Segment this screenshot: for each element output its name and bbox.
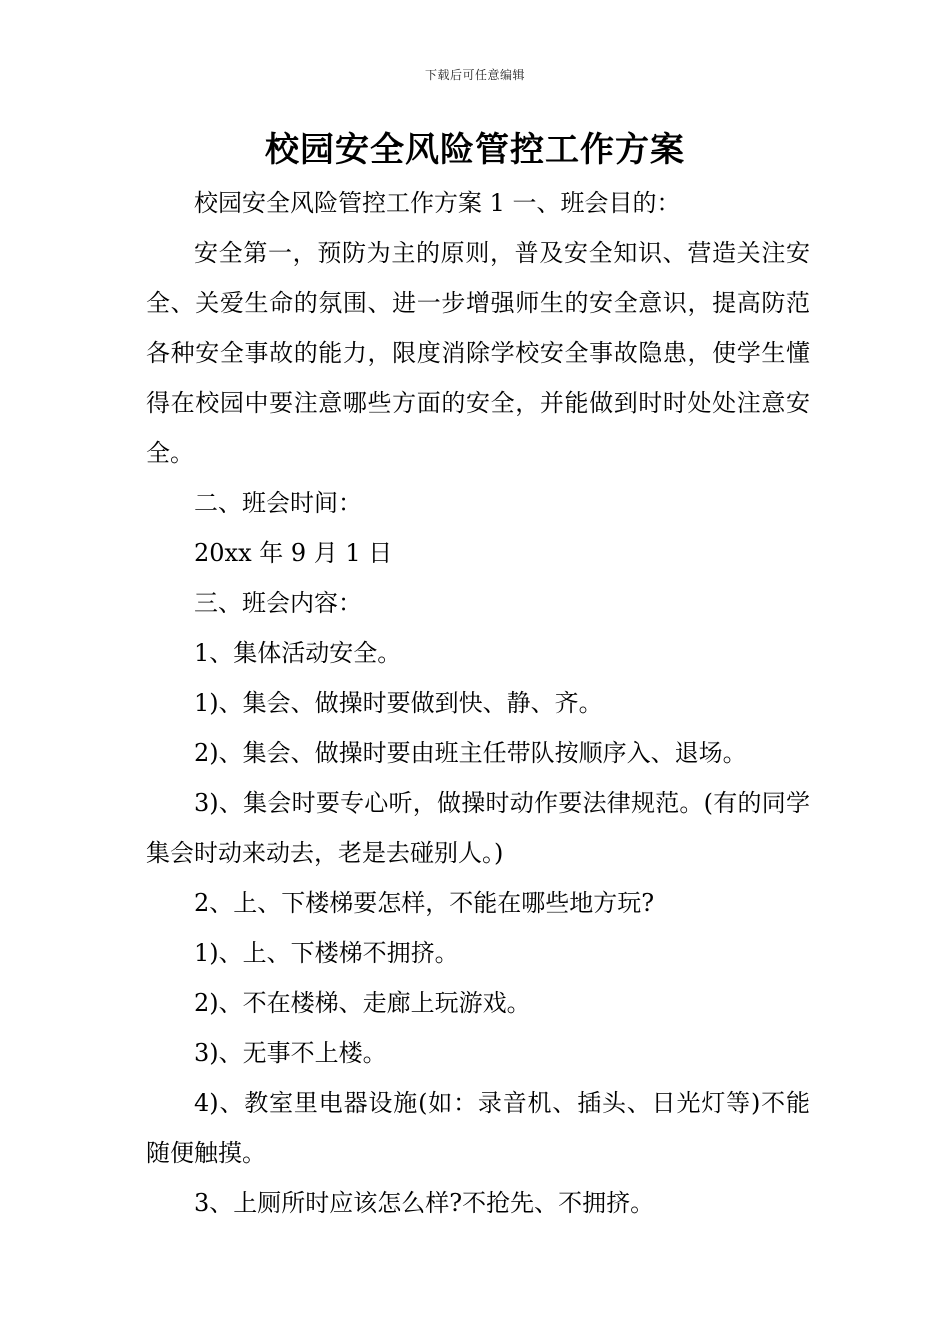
paragraph: 4)、教室里电器设施(如：录音机、插头、日光灯等)不能随便触摸。 (146, 1089, 810, 1167)
paragraph: 3)、集会时要专心听，做操时动作要法律规范。(有的同学集会时动来动去，老是去碰别人。) (146, 789, 810, 867)
paragraph: 1、集体活动安全。 (194, 639, 402, 667)
paragraph: 2、上、下楼梯要怎样，不能在哪些地方玩? (194, 889, 655, 917)
paragraph: 安全第一，预防为主的原则，普及安全知识、营造关注安全、关爱生命的氛围、进一步增强师生的安全意识，提高防范各种安全事故的能力，限度消除学校安全事故隐患，使学生懂得在校园中要注意哪些方面的安全，并能做到时时处处注意安全。 (146, 239, 810, 467)
paragraph: 2)、不在楼梯、走廊上玩游戏。 (194, 989, 531, 1017)
paragraph: 20xx 年 9 月 1 日 (194, 539, 393, 567)
document-body (146, 178, 810, 1228)
paragraph: 二、班会时间： (194, 489, 362, 517)
paragraph: 3、上厕所时应该怎么样?不抢先、不拥挤。 (194, 1189, 655, 1217)
paragraph: 校园安全风险管控工作方案 1 一、班会目的： (194, 189, 681, 217)
paragraph: 3)、无事不上楼。 (194, 1039, 387, 1067)
paragraph: 1)、上、下楼梯不拥挤。 (194, 939, 459, 967)
paragraph: 2)、集会、做操时要由班主任带队按顺序入、退场。 (194, 739, 747, 767)
header-note: 下载后可任意编辑 (424, 68, 525, 82)
document-title: 校园安全风险管控工作方案 (265, 130, 685, 170)
paragraph: 1)、集会、做操时要做到快、静、齐。 (194, 689, 603, 717)
paragraph: 三、班会内容： (194, 589, 362, 617)
